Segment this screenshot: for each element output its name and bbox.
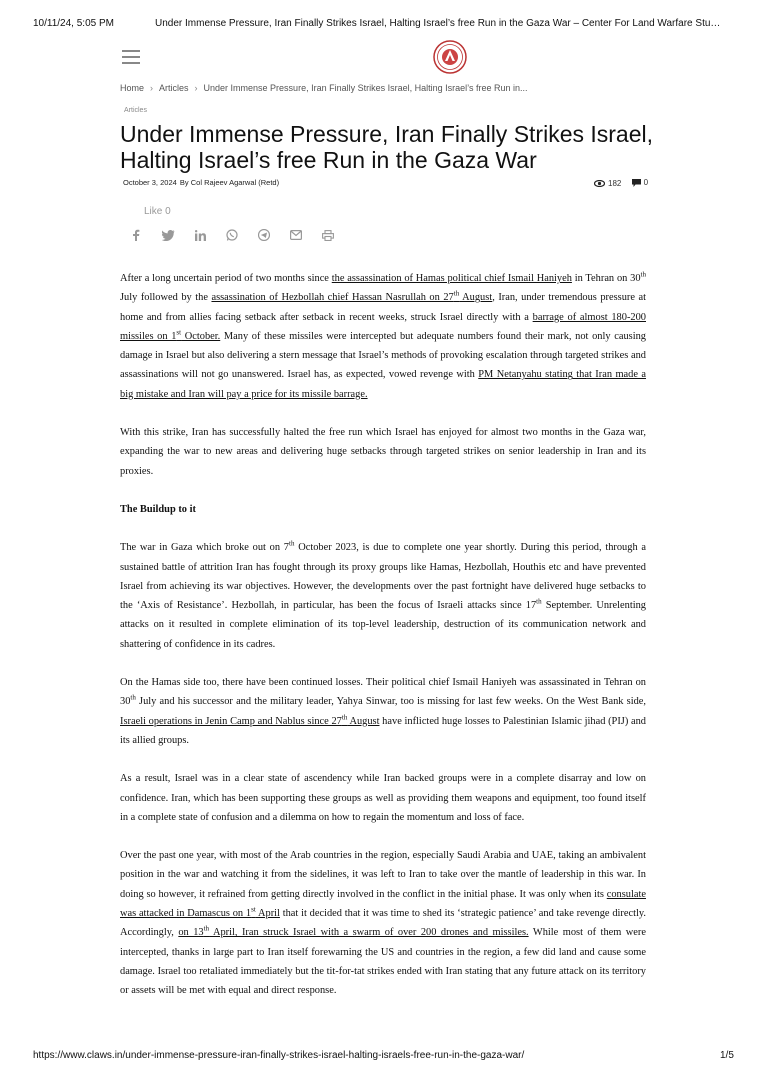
article-title: Under Immense Pressure, Iran Finally Strikes Israel, Halting Israel’s free Run in the Gaza War	[120, 121, 654, 173]
comment-icon	[632, 179, 641, 187]
link-netanyahu-statement[interactable]: PM Netanyahu stating that Iran made a big mistake and Iran will pay a price for its missile barrage.	[120, 369, 646, 400]
site-header	[120, 40, 646, 74]
views-value: 182	[608, 178, 622, 188]
publish-date: October 3, 2024	[123, 178, 177, 187]
paragraph-5: As a result, Israel was in a clear state of ascendency while Iran backed groups were in a complete disarray and low on confidence. Iran, which has been supporting these groups as well as providing them weapons and equipment, too found itself in a complete state of confusion and a dilemma on how to regain the momentum and loss of face.	[120, 773, 646, 823]
breadcrumb-current: Under Immense Pressure, Iran Finally Strikes Israel, Halting Israel’s free Run in...	[203, 83, 528, 93]
chevron-right-icon: ›	[194, 83, 198, 93]
site-logo[interactable]	[433, 40, 467, 74]
telegram-icon[interactable]	[256, 228, 272, 242]
link-missile-barrage[interactable]: barrage of almost 180-200 missiles on 1st October.	[120, 311, 646, 342]
link-damascus-consulate[interactable]: consulate was attacked in Damascus on 1st April	[120, 888, 646, 920]
paragraph-4: On the Hamas side too, there have been continued losses. Their political chief Ismail Haniyeh was assassinated in Tehran on 30th July and his successor and the military leader, Yahya Sinwar, too is missing for last few weeks. On the West Bank side, Israeli operations in Jenin Camp and Nablus since 27th August have inflicted huge losses to Palestinian Islamic jihad (PIJ) and its allied groups.	[120, 677, 646, 746]
menu-icon[interactable]	[122, 50, 140, 64]
linkedin-icon[interactable]	[192, 228, 208, 242]
link-april-strike[interactable]: on 13th April, Iran struck Israel with a swarm of over 200 drones and missiles.	[178, 924, 529, 939]
article-stats	[586, 178, 648, 189]
like-button[interactable]: Like 0	[144, 206, 171, 217]
print-page-title: Under Immense Pressure, Iran Finally Strikes Israel, Halting Israel’s free Run in the Gaza War – Center For Land Warfare Stu…	[155, 18, 721, 29]
views-count	[594, 179, 621, 188]
email-icon[interactable]	[288, 228, 304, 242]
print-url: https://www.claws.in/under-immense-pressure-iran-finally-strikes-israel-halting-israels-free-run-in-the-gaza-war/	[33, 1050, 525, 1061]
print-datetime: 10/11/24, 5:05 PM	[33, 18, 114, 29]
category-tag[interactable]: Articles	[124, 107, 147, 114]
paragraph-6: Over the past one year, with most of the Arab countries in the region, especially Saudi Arabia and UAE, taking an ambivalent position in the war and watching it from the sidelines, it was left to Iran to take over the mantle of leadership in this war. In doing so however, it refrained from getting directly involved in the conflict in the initial phase. It was only when its consulate was attacked in Damascus on 1st April that it decided that it was time to shed its ‘strategic patience’ and take revenge directly. Accordingly, on 13th April, Iran struck Israel with a swarm of over 200 drones and missiles. While most of them were intercepted, thanks in large part to Iran itself forewarning the US and countries in the region, a few did land and cause some damage. Israel too retaliated immediately but the tit-for-tat strikes ended with Iran stating that any future attack on its territory or assets will be met with equal and direct response.	[120, 850, 646, 997]
page-number: 1/5	[720, 1050, 734, 1061]
eye-icon	[594, 180, 605, 187]
link-jenin-operations[interactable]: Israeli operations in Jenin Camp and Nablus since 27th August	[120, 713, 380, 727]
breadcrumb	[120, 83, 528, 93]
share-bar	[128, 228, 336, 242]
chevron-right-icon: ›	[150, 83, 154, 93]
comments-count[interactable]	[632, 178, 648, 187]
link-haniyeh-assassination[interactable]: the assassination of Hamas political chief Ismail Haniyeh	[331, 273, 572, 284]
breadcrumb-articles[interactable]: Articles	[159, 83, 189, 93]
whatsapp-icon[interactable]	[224, 228, 240, 242]
twitter-icon[interactable]	[160, 228, 176, 242]
paragraph-1: After a long uncertain period of two months since the assassination of Hamas political chief Ismail Haniyeh in Tehran on 30th July followed by the assassination of Hezbollah chief Hassan Nasrullah on 27th August, Iran, under tremendous pressure at home and from allies facing setback after setback in recent weeks, struck Israel directly with a barrage of almost 180-200 missiles on 1st October. Many of these missiles were intercepted but adequate numbers found their mark, not only causing damage in Israel but also delivering a stern message that Israel’s methods of provoking escalation through targeted strikes and assassinations will not go unanswered. Israel has, as expected, vowed revenge with PM Netanyahu stating that Iran made a big mistake and Iran will pay a price for its missile barrage.	[120, 270, 647, 400]
paragraph-2: With this strike, Iran has successfully halted the free run which Israel has enjoyed for almost two months in the Gaza war, expanding the war to new areas and delivering huge setbacks through targeted strikes on senior leadership in Iran and its proxies.	[120, 427, 646, 477]
breadcrumb-home[interactable]: Home	[120, 83, 145, 93]
author-name[interactable]: By Col Rajeev Agarwal (Retd)	[179, 178, 280, 187]
facebook-icon[interactable]	[128, 228, 144, 242]
article-body	[120, 269, 646, 1020]
paragraph-3: The war in Gaza which broke out on 7th October 2023, is due to complete one year shortly. During this period, through a sustained battle of attrition Iran has fought through its proxy groups like Hamas, Hezbollah, Houthis etc and have prevented Israel from achieving its war objectives. However, the developments over the past fortnight have delivered huge setbacks to the ‘Axis of Resistance’. Hezbollah, in particular, has been the focus of Israeli attacks since 17th September. Unrelenting attacks on it resulted in complete elimination of its top-level leadership, destruction of its communication network and shattering of confidence in its cadres.	[120, 539, 646, 650]
article-meta	[123, 178, 279, 187]
print-icon[interactable]	[320, 228, 336, 242]
comments-value: 0	[643, 178, 649, 187]
link-nasrullah-assassination[interactable]: assassination of Hezbollah chief Hassan Nasrullah on 27th August	[211, 289, 493, 304]
section-heading: The Buildup to it	[120, 503, 196, 515]
